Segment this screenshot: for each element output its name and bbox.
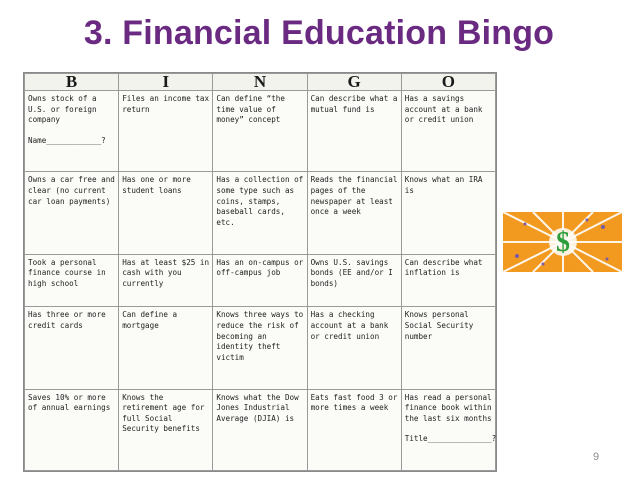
dollar-sign-symbol: $: [556, 227, 570, 258]
bingo-cell: Eats fast food 3 or more times a week: [307, 389, 401, 470]
bingo-cell: Has one or more student loans: [119, 172, 213, 254]
bingo-row: [25, 389, 496, 470]
bingo-cell: Can describe what a mutual fund is: [307, 91, 401, 172]
bingo-cell: Has an on-campus or off-campus job: [213, 254, 307, 307]
bingo-header-o: O: [401, 74, 495, 91]
bingo-cell: Can describe what inflation is: [401, 254, 495, 307]
bingo-cell: Has three or more credit cards: [25, 307, 119, 389]
bingo-row: [25, 172, 496, 254]
bingo-cell: Knows the retirement age for full Social Security benefits: [119, 389, 213, 470]
bingo-cell: Can define a mortgage: [119, 307, 213, 389]
slide-title: 3. Financial Education Bingo: [83, 14, 555, 52]
bingo-cell: [401, 389, 495, 470]
bingo-header-row: [25, 74, 496, 91]
bingo-cell-text: Has read a personal finance book within the last six months: [404, 392, 492, 423]
bingo-cell: Knows personal Social Security number: [401, 307, 495, 389]
bingo-card: [23, 72, 497, 472]
bingo-cell: Owns U.S. savings bonds (EE and/or I bonds): [307, 254, 401, 307]
bingo-cell: Has a checking account at a bank or credit union: [307, 307, 401, 389]
bingo-header-i: I: [119, 74, 213, 91]
bingo-cell: Has a collection of some type such as coins, stamps, baseball cards, etc.: [213, 172, 307, 254]
bingo-row: [25, 254, 496, 307]
bingo-cell: Reads the financial pages of the newspaper at least once a week: [307, 172, 401, 254]
bingo-cell: Took a personal finance course in high school: [25, 254, 119, 307]
bingo-grid: [24, 73, 496, 471]
bingo-cell: Saves 10% or more of annual earnings: [25, 389, 119, 470]
dollar-burst-graphic: [503, 212, 622, 272]
bingo-cell: [25, 91, 119, 172]
bingo-header-b: B: [25, 74, 119, 91]
page-number: 9: [593, 451, 600, 463]
bingo-cell: Knows what the Dow Jones Industrial Average (DJIA) is: [213, 389, 307, 470]
dollar-sign-burst-icon: [503, 212, 622, 272]
bingo-header-n: N: [213, 74, 307, 91]
bingo-cell-text: Owns stock of a U.S. or foreign company: [28, 94, 97, 125]
bingo-header-g: G: [307, 74, 401, 91]
bingo-cell: Knows what an IRA is: [401, 172, 495, 254]
bingo-row: [25, 307, 496, 389]
bingo-cell: Has a savings account at a bank or credit union: [401, 91, 495, 172]
bingo-row: [25, 91, 496, 172]
title-blank: Title______________?: [404, 434, 497, 444]
bingo-cell: Owns a car free and clear (no current car loan payments): [25, 172, 119, 254]
bingo-cell: Can define “the time value of money” concept: [213, 91, 307, 172]
bingo-cell: Has at least $25 in cash with you currently: [119, 254, 213, 307]
bingo-cell: Knows three ways to reduce the risk of becoming an identity theft victim: [213, 307, 307, 389]
name-blank: Name____________?: [28, 135, 106, 145]
bingo-cell: Files an income tax return: [119, 91, 213, 172]
